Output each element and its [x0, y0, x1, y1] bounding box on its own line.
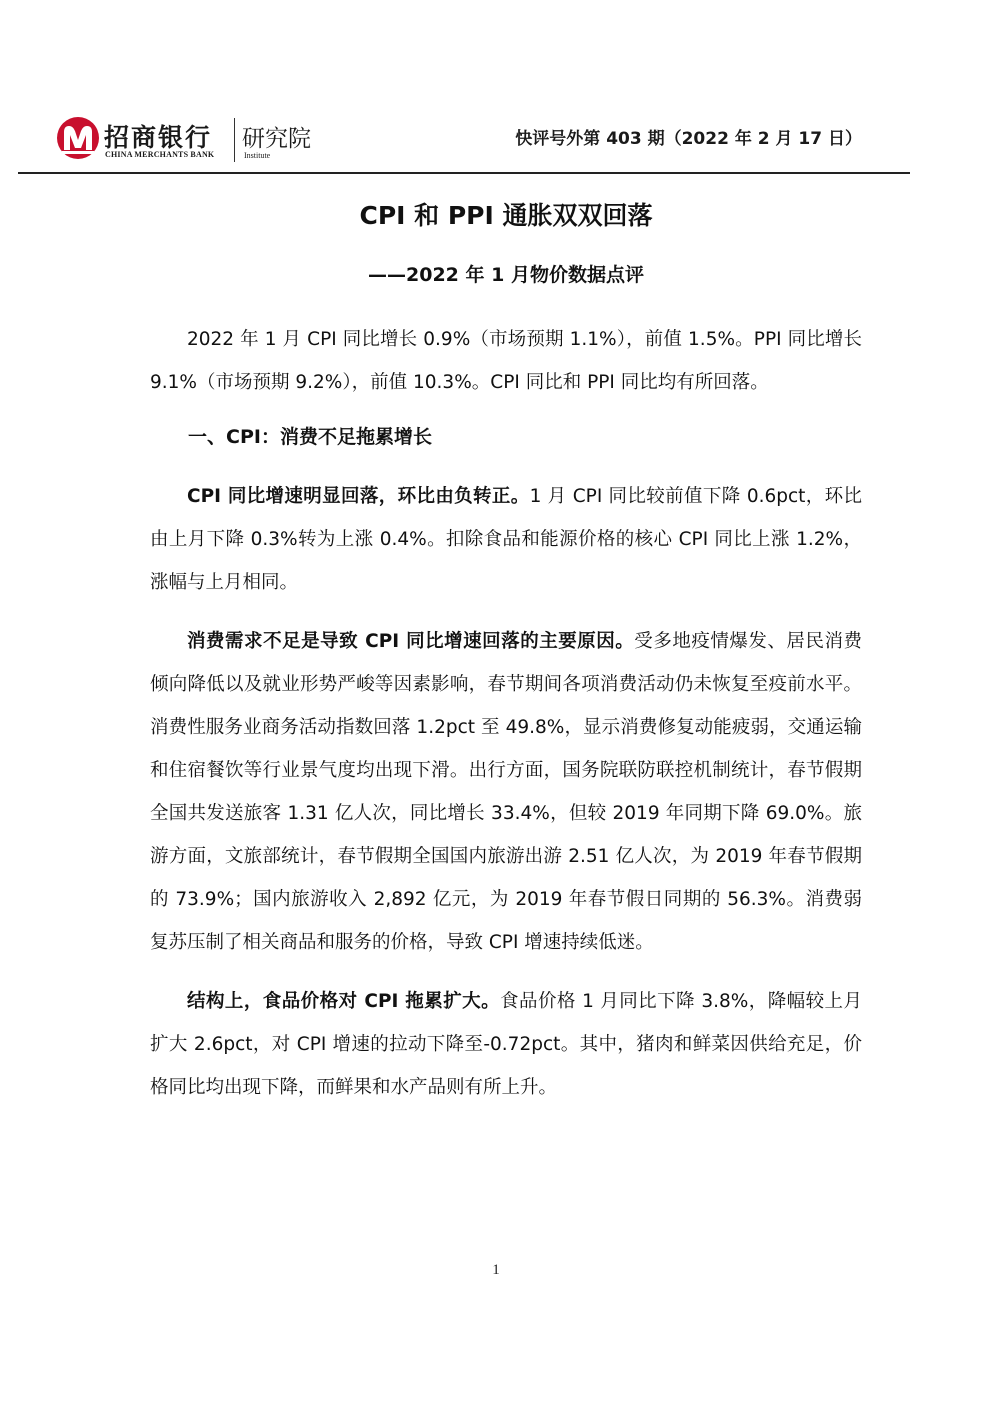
intro-paragraph: 2022 年 1 月 CPI 同比增长 0.9%（市场预期 1.1%），前值 1.5%。PPI 同比增长 9.1%（市场预期 9.2%），前值 10.3%。CPI 同比和 PPI 同比均有所回落。	[150, 329, 862, 393]
logo-divider	[234, 118, 235, 162]
issue-label: 快评号外第 403 期（2022 年 2 月 17 日）	[515, 129, 862, 149]
paragraph-text: 1 月 CPI 同比较前值下降 0.6pct，环比由上月下降 0.3%转为上涨 0.4%。扣除食品和能源价格的核心 CPI 同比上涨 1.2%，涨幅与上月相同。	[150, 486, 862, 593]
header-divider	[18, 172, 910, 174]
paragraph-lead: 消费需求不足是导致 CPI 同比增速回落的主要原因。	[187, 631, 635, 652]
page-header	[0, 0, 992, 176]
cmb-logo-icon	[56, 116, 100, 160]
paragraph-food-prices	[150, 980, 862, 1109]
institute-name-cn: 研究院	[242, 126, 311, 152]
paragraph-text: 食品价格 1 月同比下降 3.8%，降幅较上月扩大 2.6pct，对 CPI 增速的拉动下降至-0.72pct。其中，猪肉和鲜菜因供给充足，价格同比均出现下降，而鲜果和水产品则有所上升。	[150, 991, 862, 1098]
page-title: CPI 和 PPI 通胀双双回落	[359, 201, 653, 230]
paragraph-text: 受多地疫情爆发、居民消费倾向降低以及就业形势严峻等因素影响，春节期间各项消费活动仍未恢复至疫前水平。消费性服务业商务活动指数回落 1.2pct 至 49.8%，显示消费修复动能疲弱，交通运输和住宿餐饮等行业景气度均出现下滑。出行方面，国务院联防联控机制统计，春节假期全国共发送旅客 1.31 亿人次，同比增长 33.4%，但较 2019 年同期下降 69.0%。旅游方面，文旅部统计，春节假期全国国内旅游出游 2.51 亿人次，为 2019 年春节假期的 73.9%；国内旅游收入 2,892 亿元，为 2019 年春节假日同期的 56.3%。消费弱复苏压制了相关商品和服务的价格，导致 CPI 增速持续低迷。	[150, 631, 862, 953]
institute-name-en: Institute	[244, 151, 271, 160]
paragraph-cpi-yoy	[150, 475, 862, 604]
cmb-logo	[56, 116, 336, 168]
section-heading: 一、CPI：消费不足拖累增长	[188, 426, 432, 448]
page-subtitle: ——2022 年 1 月物价数据点评	[368, 264, 644, 286]
logo-name-en: CHINA MERCHANTS BANK	[105, 150, 215, 159]
paragraph-consumption	[150, 620, 862, 964]
page-number: 1	[492, 1262, 500, 1278]
document-body	[150, 196, 862, 1109]
logo-name-cn: 招商银行	[104, 123, 213, 152]
paragraph-lead: 结构上，食品价格对 CPI 拖累扩大。	[187, 991, 501, 1012]
paragraph-lead: CPI 同比增速明显回落，环比由负转正。	[187, 486, 530, 507]
